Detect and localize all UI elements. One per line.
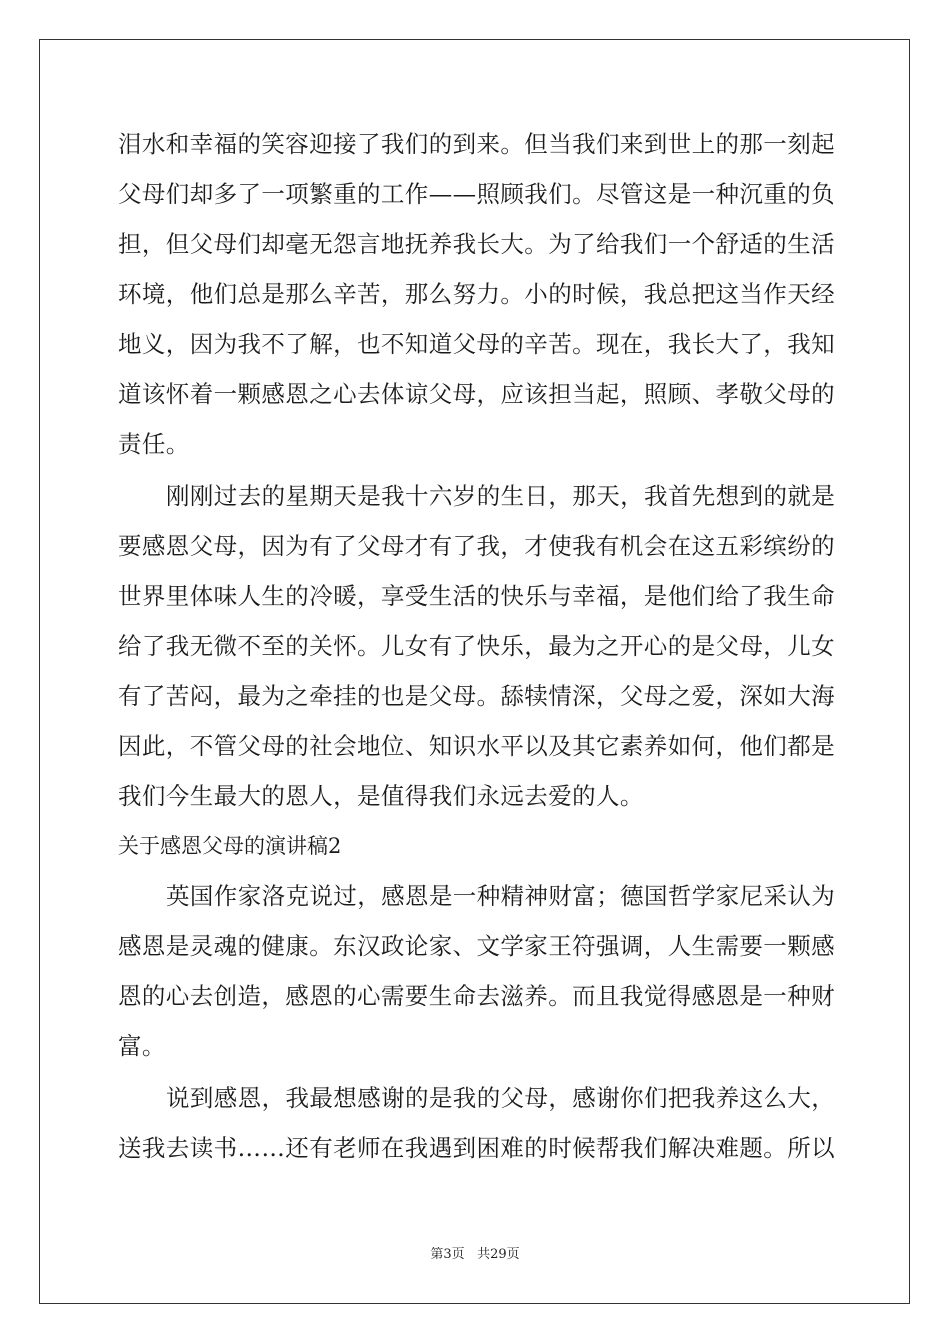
page-footer [0,1246,950,1264]
text-line: 感恩是灵魂的健康。东汉政论家、文学家王符强调，人生需要一颗感 [118,932,835,960]
text-line: 责任。 [118,430,190,458]
paragraph-first-line: 说到感恩，我最想感谢的是我的父母，感谢你们把我养这么大， [166,1084,836,1112]
text-line: 世界里体味人生的冷暖，享受生活的快乐与幸福，是他们给了我生命 [118,582,835,610]
text-line: 富。 [118,1032,166,1060]
text-line: 因此，不管父母的社会地位、知识水平以及其它素养如何，他们都是 [118,732,835,760]
text-line: 泪水和幸福的笑容迎接了我们的到来。但当我们来到世上的那一刻起 [118,130,835,158]
text-line: 恩的心去创造，感恩的心需要生命去滋养。而且我觉得感恩是一种财 [118,982,835,1010]
text-line: 地义，因为我不了解，也不知道父母的辛苦。现在，我长大了，我知 [118,330,835,358]
text-line: 道该怀着一颗感恩之心去体谅父母，应该担当起，照顾、孝敬父母的 [118,380,835,408]
text-line: 担，但父母们却毫无怨言地抚养我长大。为了给我们一个舒适的生活 [118,230,835,258]
page-total: 共29页 [477,1247,520,1262]
paragraph-first-line: 刚刚过去的星期天是我十六岁的生日，那天，我首先想到的就是 [166,482,836,510]
text-line: 送我去读书……还有老师在我遇到困难的时候帮我们解决难题。所以 [118,1134,835,1162]
text-line: 有了苦闷，最为之牵挂的也是父母。舔犊情深，父母之爱，深如大海 [118,682,835,710]
page-number: 第3页 [430,1247,465,1262]
text-line: 我们今生最大的恩人，是值得我们永远去爱的人。 [118,782,644,810]
section-heading: 关于感恩父母的演讲稿2 [118,834,342,858]
text-line: 父母们却多了一项繁重的工作——照顾我们。尽管这是一种沉重的负 [118,180,835,208]
paragraph-first-line: 英国作家洛克说过，感恩是一种精神财富；德国哲学家尼采认为 [166,882,836,910]
text-line: 环境，他们总是那么辛苦，那么努力。小的时候，我总把这当作天经 [118,280,835,308]
text-line: 给了我无微不至的关怀。儿女有了快乐，最为之开心的是父母，儿女 [118,632,835,660]
text-line: 要感恩父母，因为有了父母才有了我，才使我有机会在这五彩缤纷的 [118,532,835,560]
